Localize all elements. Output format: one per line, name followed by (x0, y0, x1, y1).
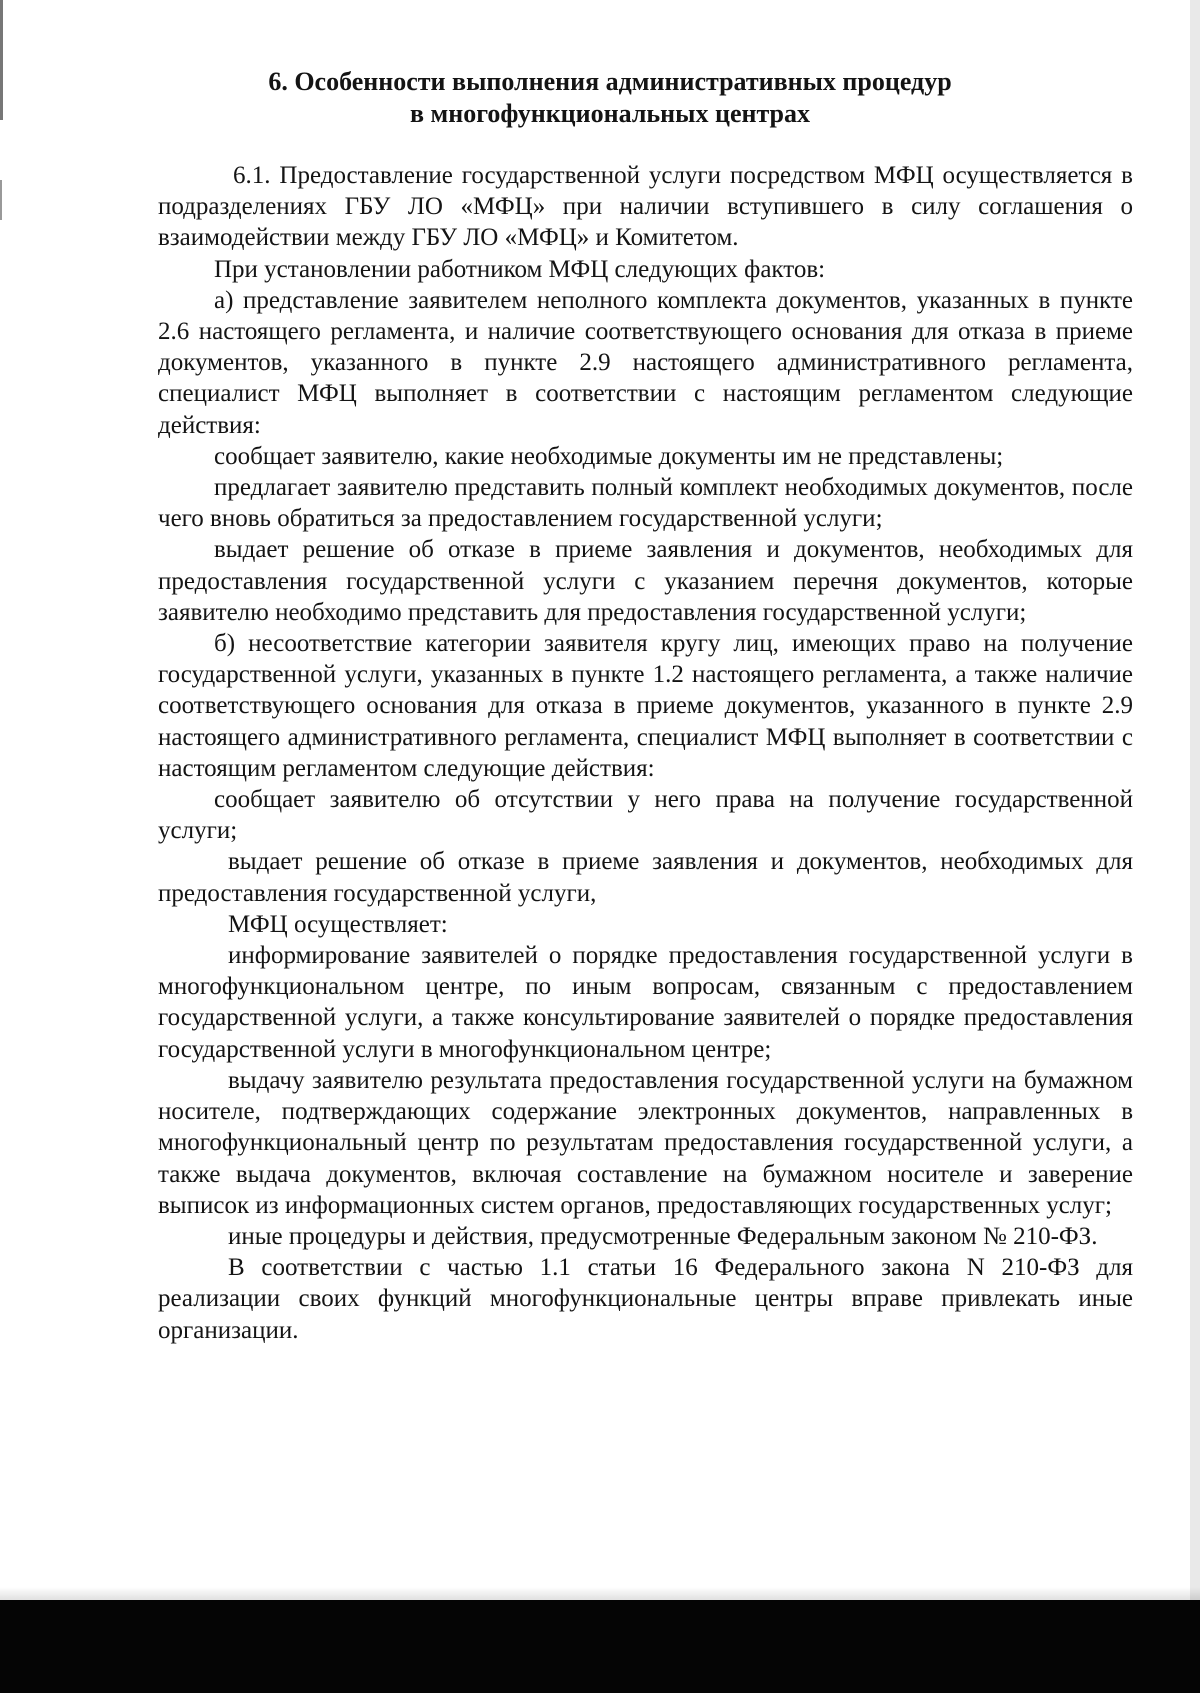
paragraph-6-1: 6.1. Предоставление государственной услуги посредством МФЦ осуществляется в подразделениях ГБУ ЛО «МФЦ» при наличии вступившего в силу соглашения о взаимодействии между ГБУ ЛО «МФЦ» и Комитетом. (158, 162, 1133, 252)
paragraph-action-5: выдает решение об отказе в приеме заявления и документов, необходимых для предоставления государственной услуги, (158, 848, 1133, 907)
paragraph-action-3: выдает решение об отказе в приеме заявления и документов, необходимых для предоставления государственной услуги с указанием перечня документов, которые заявителю необходимо представить для предоставления государственной услуги; (158, 536, 1133, 626)
section-heading (160, 66, 1060, 130)
paragraph-item-a: а) представление заявителем неполного комплекта документов, указанных в пункте 2.6 настоящего регламента, и наличие соответствующего основания для отказа в приеме документов, указанного в пункте 2.9 настоящего административного регламента, специалист МФЦ выполняет в соответствии с настоящим регламентом следующие действия: (158, 286, 1133, 439)
paragraph-mfc-3: иные процедуры и действия, предусмотренные Федеральным законом № 210-ФЗ. (228, 1222, 1098, 1250)
scan-bottom-bar (0, 1600, 1200, 1693)
scan-mark (0, 180, 2, 220)
heading-line-1: 6. Особенности выполнения административных процедур (268, 67, 952, 96)
document-body (158, 160, 1133, 1346)
paragraph-item-b: б) несоответствие категории заявителя кругу лиц, имеющих право на получение государственной услуги, указанных в пункте 1.2 настоящего регламента, а также наличие соответствующего основания для отказа в приеме документов, указанного в пункте 2.9 настоящего административного регламента, специалист МФЦ выполняет в соответствии с настоящим регламентом следующие действия: (158, 630, 1133, 782)
paragraph-action-2: предлагает заявителю представить полный комплект необходимых документов, после чего вновь обратиться за предоставлением государственной услуги; (158, 474, 1133, 533)
scan-edge-right (1190, 0, 1200, 1693)
paragraph-action-1: сообщает заявителю, какие необходимые документы им не представлены; (214, 442, 1004, 470)
paragraph-final: В соответствии с частью 1.1 статьи 16 Федерального закона N 210-ФЗ для реализации своих функций многофункциональные центры вправе привлекать иные организации. (158, 1254, 1133, 1344)
paragraph-mfc-2: выдачу заявителю результата предоставления государственной услуги на бумажном носителе, подтверждающих содержание электронных документов, направленных в многофункциональный центр по результатам предоставления государственной услуги, а также выдача документов, включая составление на бумажном носителе и заверение выписок из информационных систем органов, предоставляющих государственных услуг; (158, 1066, 1133, 1219)
paragraph-facts-intro: При установлении работником МФЦ следующих фактов: (214, 255, 826, 283)
heading-line-2: в многофункциональных центрах (409, 99, 811, 128)
paragraph-mfc-intro: МФЦ осуществляет: (228, 910, 448, 938)
paragraph-action-4: сообщает заявителю об отсутствии у него права на получение государственной услуги; (158, 786, 1133, 845)
scan-edge-left (0, 0, 3, 120)
paragraph-mfc-1: информирование заявителей о порядке предоставления государственной услуги в многофункциональном центре, по иным вопросам, связанным с предоставлением государственной услуги, а также консультирование заявителей о порядке предоставления государственной услуги в многофункциональном центре; (158, 942, 1133, 1063)
